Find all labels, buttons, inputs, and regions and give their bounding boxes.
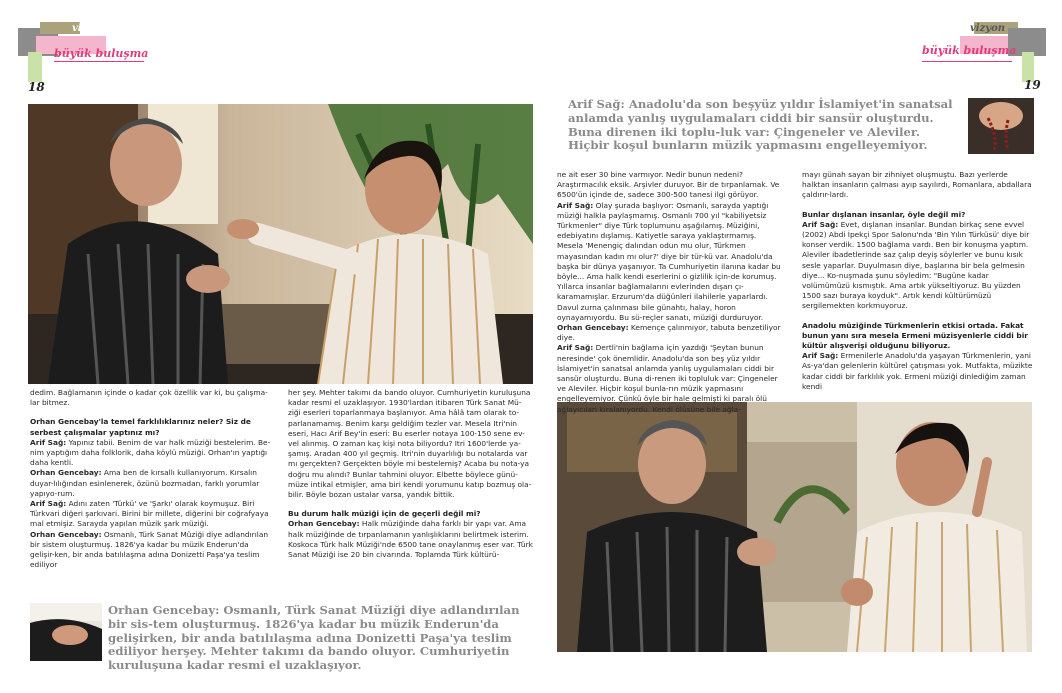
answer: Dertli'nin bağlama için yazdığı 'Şeytan bunun neresinde' çok önemlidir. Anadolu'da son beş yüz yıldır İslamiyet'in sanatsal anlamda yanlış uygulamaları ciddi bir sansür oluşturdu. Buna di-renen iki topluluk var: Çingeneler ve Aleviler. Hiçbir koşul bunla-rın müzik yapmasını engelleyemiyor. Çünkü öyle bir hale gelmişti ki paralı ölü ağlayıcıları kiralanıyordu. Kendi ölüsüne bile ağla- [557,343,778,414]
page-number: 19 [1024,78,1041,92]
pull-quote-orhan-gencebay: Orhan Gencebay: Osmanlı, Türk Sanat Müziği diye adlandırılan bir sis-tem oluşturmuş. 1826'ya kadar bu müzik Enderun'da gelişirken, bir anda batılılaşma adına Donizetti Paşa'ya teslim ediliyor herşey. Mehter takımı da bando oluyor. Cumhuriyetin kuruluşuna kadar resmi el uzaklaşıyor. [108,603,520,673]
photo-illustration [557,402,1032,652]
hands-illustration [30,603,102,661]
speaker-label: Orhan Gencebay: [30,529,102,539]
header-line [922,61,1012,62]
paragraph: ne ait eser 30 bine varmıyor. Nedir bunun nedeni? Araştırmacılık eksik. Arşivler duruyor. Bir de tırpanlamak. Ve 6500'ün içinde de, sadece 300-500 tanesi ilgi görüyor. [557,170,780,200]
answer: Yapınız tabii. Benim de var halk müziği bestelerim. Be-nim yaptığım daha folklorik, daha köylü müziği. Orhan'ın yaptığı daha kentli. [30,437,271,468]
photo-hands-gesture [30,603,102,661]
question: Bunlar dışlanan insanlar, öyle değil mi? [802,209,966,219]
answer: Osmanlı, Türk Sanat Müziği diye adlandırılan bir sistem oluşturmuş. 1826'ya kadar bu müzik Enderun'da gelişir-ken, bir anda batılılaşma adına Donizetti Paşa'ya teslim ediliyor [30,529,269,570]
question: Bu durum halk müziği için de geçerli değil mi? [288,509,481,519]
answer: Halk müziğinde daha farklı bir yapı var. Ama halk müziğinde de tırpanlamanın yanlışlıklarını belirtmek isterim. Koskoca Türk halk Müziği'nde 6500 tane onaylanmış eser var. Türk Sanat Müziği ise 20 bin civarında. Toplamda Türk kültürü- [288,519,533,560]
photo-interview-main [28,104,533,384]
question: Anadolu müziğinde Türkmenlerin etkisi ortada. Fakat bunun yanı sıra mesela Ermeni müzisyenlerle ciddi bir kültür alışverişi olduğunu biliyoruz. [802,320,1028,351]
hands-illustration [968,98,1034,154]
section-label: vizyon [970,23,1006,34]
speaker-label: Arif Sağ: [557,200,594,210]
speaker-label: Arif Sağ: [30,499,67,509]
question: Orhan Gencebay'la temel farklılıklarınız neler? Siz de serbest çalışmalar yaptınız mı? [30,417,251,437]
photo-illustration [28,104,533,384]
right-header [900,22,1048,92]
header-line [54,61,144,62]
answer: Ermenilerle Anadolu'da yaşayan Türkmenlerin, yani As-ya'dan gelenlerin kültürel çatışması yok. Mutfakta, müzikte kadar ciddi bir farklılık yok. Ermeni müziği dinlediğim zaman kendi [802,351,1033,391]
answer: Adını zaten 'Türkü' ve 'Şarkı' olarak koymuşuz. Biri Türkvari diğeri şarkıvari. Birini bir millete, diğerini bir coğrafyaya mal etmişiz. Sarayda yapılan müzik şark müziği. [30,499,269,529]
speaker-label: Arif Sağ: [802,219,839,229]
text-column-2 [288,388,534,560]
paragraph: dedim. Bağlamanın içinde o kadar çok özellik var ki, bu çalışma-lar bitmez. [30,388,268,408]
text-column-3 [557,170,781,415]
speaker-label: Orhan Gencebay: [288,519,360,529]
answer: Olay şurada başlıyor: Osmanlı, sarayda yaptığı müziği halkla paylaşmamış. Osmanlı 700 yıl "kabiliyetsiz Türkmenler" diye Türk toplumunu aşağılamış. Müziğini, edebiyatını dışlamış. Katiyetle saraya yaklaştırmamış. Mesela 'Menengiç dalından odun mu olur, Türkmen mayasından kadın mı olur?' diye bir tür-kü var. Anadolu'da başka bir dünya yaşanıyor. Ta Cumhuriyetin ilanına kadar bu böyle... Ama halk kendi eserlerini o gizlilik için-de korumuş. Yıllarca insanlar bağlamalarını evlerinden dışarı çı-karamamışlar. Erzurum'da düğünleri ilahilerle yaparlardı. Davul zurna çalınması bile günahtı, halay, horon oynayamıyordu. Bu sü-reçler sanatı, müziği durduruyor. [557,200,781,322]
answer: Ama ben de kırsallı kullanıyorum. Kırsalın duyar-lılığından esinlenerek, özünü bozmadan, farklı yorumlar yapıyo-rum. [30,468,260,498]
speaker-label: Arif Sağ: [802,351,839,361]
photo-interview-secondary [557,402,1032,652]
photo-hands-prayer-beads [968,98,1034,154]
section-label: vizyon [72,23,108,34]
speaker-label: Orhan Gencebay: [30,468,102,478]
answer: Kemençe çalınmıyor, tabuta benzetiliyor diye. [557,323,781,343]
pull-quote-arif-sag: Arif Sağ: Anadolu'da son beşyüz yıldır İslamiyet'in sanatsal anlamda yanlış uygulamaları ciddi bir sansür oluşturdu. Buna direnen iki toplu-luk var: Çingeneler ve Aleviler. Hiçbir koşul bunların müzik yapmasını engelleyemiyor. [568,97,953,153]
left-header [18,22,178,92]
text-column-4 [802,170,1034,392]
subsection-label: büyük buluşma [54,47,149,60]
page-number: 18 [28,80,45,94]
speaker-label: Arif Sağ: [30,437,67,447]
subsection-label: büyük buluşma [922,44,1017,57]
answer: Evet, dışlanan insanlar. Bundan birkaç sene evvel (2002) Abdi İpekçi Spor Salonu'nda 'Bin Yılın Türküsü' diye bir konser verdik. 1500 bağlama vardı. Ben bir konuşma yaptım. Aleviler ibadetlerinde saz çalıp deyiş söylerler ve bunu kısık sesle yaparlar. Duyulmasın diye, başlarına bir bela gelmesin diye... Ko-nuşmada şunu söyledim: "Bugüne kadar volümümüzü kısmıştık. Ama artık yükseltiyoruz. Bu yüzden 1500 sazı buraya koyduk". Artık kendi kültürümüzü sergilemekten korkmuyoruz. [802,219,1030,311]
speaker-label: Orhan Gencebay: [557,323,629,333]
text-column-1 [30,388,274,570]
header-block-green [28,52,42,82]
paragraph: her şey. Mehter takımı da bando oluyor. Cumhuriyetin kuruluşuna kadar resmi el uzaklaşıyor. 1930'lardan itibaren Türk Sanat Mü-ziği eserleri toparlanmaya başlanıyor. Ama hâlâ tam olarak to-parlanamamış. Benim karşı geldiğim tezler var. Mesela Itri'nin eseri, Hacı Arif Bey'in eseri: Bu eserler notaya 100-150 sene ev-vel alınmış. O zaman kaç kişi nota biliyordu? Itri 1600'lerde ya-şamış. Aradan 400 yıl geçmiş. Itri'nin duyarlılığı bu notalarda var mı gerçekten? Gerçekten böyle mi bestelemiş? Acaba bu nota-ya doğru mu alındı? Bunlar tahmini oluyor. Elbette böylece günü-müze intikal etmişler, ama biri kendi yorumunu katıp bozmuş ola-bilir. Böyle bozan ustalar varsa, yandık bittik. [288,388,532,500]
paragraph: mayı günah sayan bir zihniyet oluşmuştu. Bazı yerlerde halktan insanların çalması ayıp sayılırdı, Romanlara, abdallara çaldırır-lardı. [802,170,1032,200]
speaker-label: Arif Sağ: [557,343,594,353]
